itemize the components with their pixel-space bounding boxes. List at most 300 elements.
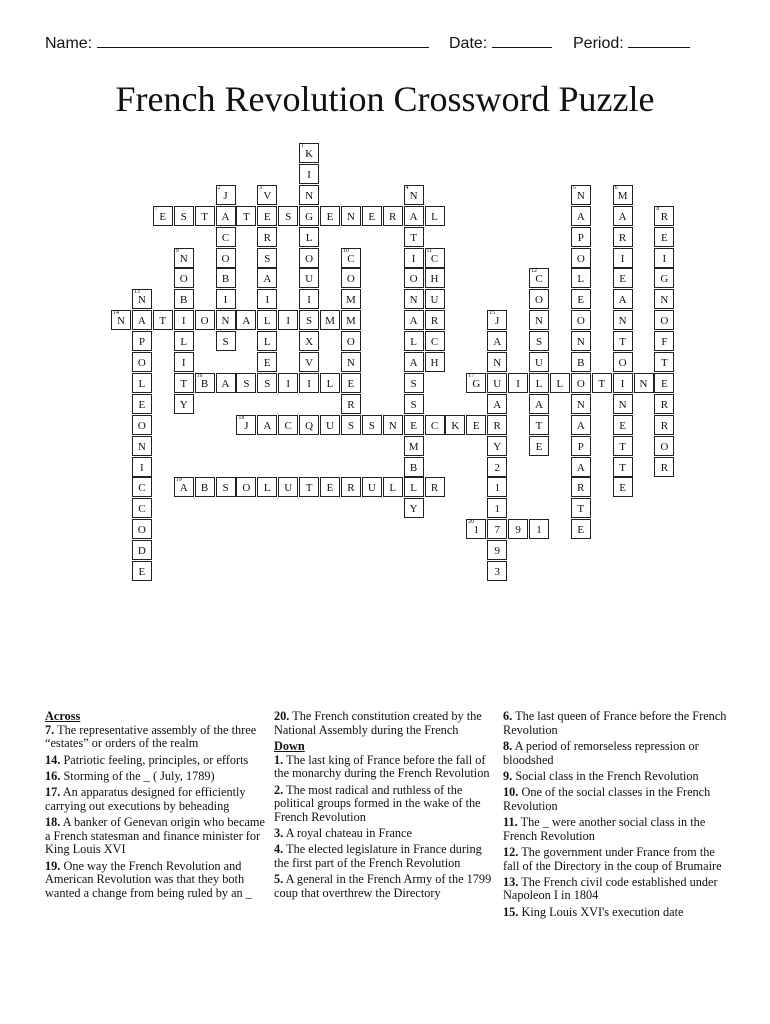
crossword-cell[interactable] — [132, 331, 152, 351]
crossword-cell[interactable] — [508, 519, 528, 539]
cell-letter: N — [660, 294, 669, 307]
cell-letter: C — [138, 503, 146, 516]
clue-number: 14. — [45, 752, 61, 767]
crossword-cell[interactable] — [174, 268, 194, 288]
crossword-cell[interactable] — [257, 373, 277, 393]
crossword-cell[interactable] — [132, 394, 152, 414]
clue-item — [503, 740, 728, 767]
cell-letter: I — [286, 315, 291, 328]
cell-letter: E — [138, 566, 146, 578]
name-label: Name: — [45, 35, 93, 52]
crossword-cell[interactable] — [174, 477, 194, 497]
cell-letter: I — [620, 252, 625, 265]
crossword-cell[interactable] — [404, 373, 424, 393]
crossword-cell[interactable] — [195, 373, 215, 393]
crossword-cell[interactable] — [466, 373, 486, 393]
cell-letter: I — [265, 294, 270, 307]
crossword-cell[interactable] — [299, 164, 319, 184]
crossword-cell[interactable] — [613, 373, 633, 393]
cell-letter: U — [367, 482, 376, 495]
clue-text: A general in the French Army of the 1799 coup that overthrew the Directory — [274, 872, 492, 900]
cell-letter: J — [244, 419, 249, 432]
crossword-cell[interactable] — [383, 477, 403, 497]
cell-letter: 7 — [494, 524, 500, 537]
crossword-cell[interactable] — [341, 248, 361, 268]
clue-item — [45, 816, 267, 857]
crossword-cell[interactable] — [341, 394, 361, 414]
clue-item — [45, 860, 267, 901]
clues-column-1 — [45, 710, 267, 903]
crossword-cell[interactable] — [404, 352, 424, 372]
crossword-cell[interactable] — [216, 248, 236, 268]
crossword-cell[interactable] — [508, 373, 528, 393]
crossword-cell[interactable] — [613, 415, 633, 435]
crossword-cell[interactable] — [132, 561, 152, 581]
crossword-cell[interactable] — [132, 415, 152, 435]
clue-item — [274, 754, 492, 781]
cell-clue-number: 20 — [468, 519, 475, 526]
crossword-cell[interactable] — [654, 373, 674, 393]
cell-letter: I — [181, 315, 186, 328]
crossword-cell[interactable] — [571, 457, 591, 477]
crossword-cell[interactable] — [257, 310, 277, 330]
cell-letter: D — [137, 545, 146, 558]
crossword-cell[interactable] — [257, 477, 277, 497]
cell-letter: L — [535, 377, 543, 390]
crossword-cell[interactable] — [487, 519, 507, 539]
crossword-cell[interactable] — [216, 185, 236, 205]
crossword-cell[interactable] — [654, 457, 674, 477]
crossword-cell[interactable] — [174, 206, 194, 226]
crossword-cell[interactable] — [487, 352, 507, 372]
crossword-cell[interactable] — [299, 331, 319, 351]
crossword-cell[interactable] — [404, 227, 424, 247]
crossword-cell[interactable] — [487, 394, 507, 414]
cell-letter: R — [347, 398, 355, 411]
cell-letter: S — [264, 252, 271, 265]
crossword-cell[interactable] — [216, 477, 236, 497]
cell-letter: C — [430, 336, 439, 349]
crossword-cell[interactable] — [571, 248, 591, 268]
cell-letter: A — [618, 210, 627, 223]
crossword-cell[interactable] — [613, 331, 633, 351]
crossword-cell[interactable] — [613, 436, 633, 456]
cell-letter: S — [347, 419, 354, 432]
down-heading: Down — [274, 738, 305, 753]
crossword-cell[interactable] — [299, 227, 319, 247]
crossword-cell[interactable] — [404, 268, 424, 288]
crossword-cell[interactable] — [425, 310, 445, 330]
cell-letter: G — [472, 377, 481, 390]
crossword-cell[interactable] — [341, 310, 361, 330]
crossword-cell[interactable] — [404, 331, 424, 351]
cell-letter: O — [137, 419, 146, 432]
crossword-cell[interactable] — [174, 352, 194, 372]
cell-letter: U — [326, 419, 334, 432]
crossword-cell[interactable] — [425, 248, 445, 268]
crossword-cell[interactable] — [404, 185, 424, 205]
crossword-cell[interactable] — [571, 436, 591, 456]
cell-letter: I — [620, 377, 625, 390]
crossword-cell[interactable] — [571, 394, 591, 414]
crossword-cell[interactable] — [320, 415, 340, 435]
cell-letter: T — [243, 210, 250, 223]
crossword-cell[interactable] — [216, 268, 236, 288]
cell-letter: N — [535, 315, 543, 328]
crossword-cell[interactable] — [529, 268, 549, 288]
crossword-cell[interactable] — [341, 477, 361, 497]
crossword-cell[interactable] — [320, 373, 340, 393]
crossword-cell[interactable] — [613, 268, 633, 288]
crossword-cell[interactable] — [195, 206, 215, 226]
crossword-cell[interactable] — [654, 415, 674, 435]
crossword-cell[interactable] — [571, 477, 591, 497]
cell-clue-number: 8 — [656, 205, 660, 212]
cell-letter: O — [305, 252, 314, 265]
cell-letter: L — [263, 482, 271, 495]
crossword-cell[interactable] — [425, 352, 445, 372]
clue-number: 13. — [503, 874, 519, 889]
cell-letter: B — [577, 357, 585, 369]
cell-letter: A — [576, 210, 585, 223]
crossword-cell[interactable] — [132, 436, 152, 456]
cell-letter: A — [409, 315, 418, 328]
crossword-cell[interactable] — [487, 331, 507, 351]
crossword-cell[interactable] — [132, 310, 152, 330]
crossword-cell[interactable] — [404, 289, 424, 309]
clue-number: 1. — [274, 752, 284, 767]
crossword-cell[interactable] — [174, 289, 194, 309]
cell-letter: R — [389, 210, 397, 223]
crossword-cell[interactable] — [383, 415, 403, 435]
crossword-cell[interactable] — [404, 394, 424, 414]
crossword-cell[interactable] — [257, 289, 277, 309]
clue-item — [45, 786, 267, 813]
crossword-cell[interactable] — [278, 373, 298, 393]
clue-text: One of the social classes in the French Revolution — [503, 785, 711, 813]
crossword-cell[interactable] — [654, 289, 674, 309]
crossword-cell[interactable] — [236, 310, 256, 330]
crossword-cell[interactable] — [613, 289, 633, 309]
clue-text: Patriotic feeling, principles, or efforts — [63, 752, 249, 767]
crossword-cell[interactable] — [404, 457, 424, 477]
crossword-cell[interactable] — [299, 477, 319, 497]
crossword-cell[interactable] — [132, 498, 152, 518]
crossword-cell[interactable] — [529, 289, 549, 309]
crossword-cell[interactable] — [132, 540, 152, 560]
cell-letter: L — [431, 210, 438, 223]
crossword-cell[interactable] — [236, 477, 256, 497]
crossword-cell[interactable] — [529, 415, 549, 435]
crossword-cell[interactable] — [174, 310, 194, 330]
crossword-cell[interactable] — [111, 310, 131, 330]
cell-letter: O — [660, 315, 669, 328]
crossword-cell[interactable] — [571, 310, 591, 330]
crossword-cell[interactable] — [613, 310, 633, 330]
crossword-cell[interactable] — [278, 310, 298, 330]
cell-letter: C — [284, 419, 292, 432]
cell-letter: A — [263, 419, 272, 432]
crossword-cell[interactable] — [341, 268, 361, 288]
cell-letter: N — [179, 252, 188, 265]
crossword-cell[interactable] — [613, 477, 633, 497]
cell-letter: N — [576, 398, 585, 411]
cell-letter: N — [618, 315, 627, 328]
crossword-cell[interactable] — [236, 206, 256, 226]
crossword-cell[interactable] — [216, 373, 236, 393]
crossword-cell[interactable] — [299, 248, 319, 268]
crossword-cell[interactable] — [383, 206, 403, 226]
crossword-cell[interactable] — [654, 436, 674, 456]
cell-letter: S — [222, 482, 229, 495]
crossword-cell[interactable] — [487, 561, 507, 581]
cell-clue-number: 14 — [113, 310, 119, 317]
clue-number: 20. — [274, 709, 290, 723]
cell-letter: N — [305, 189, 314, 202]
crossword-cell[interactable] — [613, 457, 633, 477]
crossword-cell[interactable] — [425, 415, 445, 435]
crossword-cell[interactable] — [613, 352, 633, 372]
crossword-cell[interactable] — [216, 331, 236, 351]
crossword-cell[interactable] — [236, 415, 256, 435]
crossword-cell[interactable] — [529, 373, 549, 393]
crossword-cell[interactable] — [571, 289, 591, 309]
crossword-cell[interactable] — [571, 331, 591, 351]
crossword-cell[interactable] — [257, 331, 277, 351]
crossword-cell[interactable] — [257, 185, 277, 205]
cell-letter: C — [221, 231, 230, 244]
crossword-cell[interactable] — [529, 519, 549, 539]
crossword-cell[interactable] — [445, 415, 465, 435]
crossword-cell[interactable] — [634, 373, 654, 393]
cell-letter: K — [451, 419, 460, 432]
clues-column-2 — [274, 710, 492, 903]
crossword-cell[interactable] — [425, 289, 445, 309]
crossword-cell[interactable] — [425, 331, 445, 351]
crossword-cell[interactable] — [299, 206, 319, 226]
crossword-cell[interactable] — [654, 227, 674, 247]
cell-letter: S — [264, 377, 271, 390]
crossword-cell[interactable] — [278, 206, 298, 226]
crossword-cell[interactable] — [174, 331, 194, 351]
crossword-cell[interactable] — [153, 206, 173, 226]
crossword-cell[interactable] — [404, 436, 424, 456]
crossword-cell[interactable] — [487, 436, 507, 456]
crossword-cell[interactable] — [320, 477, 340, 497]
crossword-cell[interactable] — [320, 206, 340, 226]
crossword-cell[interactable] — [571, 185, 591, 205]
crossword-cell[interactable] — [195, 477, 215, 497]
cell-letter: T — [619, 440, 626, 453]
cell-letter: L — [577, 273, 585, 286]
crossword-cell[interactable] — [571, 352, 591, 372]
cell-letter: I — [411, 252, 416, 265]
crossword-cell[interactable] — [487, 498, 507, 518]
cell-letter: O — [535, 294, 543, 307]
crossword-cell[interactable] — [404, 206, 424, 226]
crossword-cell[interactable] — [362, 206, 382, 226]
cell-letter: L — [410, 336, 417, 349]
crossword-cell[interactable] — [529, 310, 549, 330]
crossword-cell[interactable] — [341, 331, 361, 351]
crossword-cell[interactable] — [571, 206, 591, 226]
cell-letter: A — [179, 482, 188, 495]
crossword-cell[interactable] — [404, 477, 424, 497]
crossword-cell[interactable] — [216, 227, 236, 247]
crossword-cell[interactable] — [425, 477, 445, 497]
crossword-cell[interactable] — [613, 248, 633, 268]
crossword-cell[interactable] — [571, 227, 591, 247]
crossword-cell[interactable] — [216, 289, 236, 309]
cell-letter: E — [619, 482, 626, 495]
crossword-cell[interactable] — [529, 394, 549, 414]
crossword-cell[interactable] — [487, 457, 507, 477]
crossword-cell[interactable] — [216, 310, 236, 330]
crossword-cell[interactable] — [257, 268, 277, 288]
cell-letter: S — [180, 210, 187, 223]
crossword-cell[interactable] — [362, 415, 382, 435]
cell-letter: U — [305, 273, 314, 286]
crossword-cell[interactable] — [571, 268, 591, 288]
cell-letter: B — [409, 461, 418, 474]
crossword-cell[interactable] — [257, 206, 277, 226]
clue-number: 2. — [274, 782, 284, 797]
cell-letter: C — [430, 419, 439, 432]
cell-letter: M — [346, 315, 356, 328]
cell-letter: E — [535, 440, 543, 453]
crossword-cell[interactable] — [466, 519, 486, 539]
crossword-cell[interactable] — [257, 415, 277, 435]
crossword-cell[interactable] — [174, 248, 194, 268]
crossword-cell[interactable] — [132, 477, 152, 497]
crossword-cell[interactable] — [299, 373, 319, 393]
cell-clue-number: 7 — [154, 205, 158, 212]
clue-text: A royal chateau in France — [285, 826, 412, 841]
crossword-cell[interactable] — [654, 352, 674, 372]
crossword-cell[interactable] — [216, 206, 236, 226]
cell-letter: O — [137, 357, 146, 369]
crossword-cell[interactable] — [404, 498, 424, 518]
cell-letter: S — [410, 377, 417, 390]
crossword-cell[interactable] — [132, 519, 152, 539]
crossword-cell[interactable] — [592, 373, 612, 393]
crossword-cell[interactable] — [654, 268, 674, 288]
crossword-cell[interactable] — [257, 248, 277, 268]
crossword-cell[interactable] — [174, 373, 194, 393]
crossword-cell[interactable] — [654, 331, 674, 351]
crossword-cell[interactable] — [257, 227, 277, 247]
crossword-cell[interactable] — [613, 185, 633, 205]
crossword-cell[interactable] — [487, 310, 507, 330]
clue-item — [503, 906, 728, 920]
cell-letter: I — [307, 294, 311, 307]
crossword-cell[interactable] — [571, 415, 591, 435]
crossword-cell[interactable] — [613, 227, 633, 247]
crossword-cell[interactable] — [195, 310, 215, 330]
crossword-cell[interactable] — [299, 415, 319, 435]
crossword-cell[interactable] — [487, 540, 507, 560]
crossword-cell[interactable] — [278, 415, 298, 435]
crossword-cell[interactable] — [571, 373, 591, 393]
crossword-cell[interactable] — [174, 394, 194, 414]
crossword-cell[interactable] — [236, 373, 256, 393]
crossword-cell[interactable] — [654, 394, 674, 414]
crossword-cell[interactable] — [529, 352, 549, 372]
crossword-cell[interactable] — [425, 206, 445, 226]
crossword-cell[interactable] — [341, 373, 361, 393]
crossword-cell[interactable] — [299, 289, 319, 309]
crossword-cell[interactable] — [571, 498, 591, 518]
crossword-cell[interactable] — [153, 310, 173, 330]
crossword-cell[interactable] — [404, 248, 424, 268]
cell-letter: O — [346, 273, 355, 286]
crossword-cell[interactable] — [404, 310, 424, 330]
crossword-cell[interactable] — [466, 415, 486, 435]
cell-letter: Y — [493, 440, 502, 453]
crossword-cell[interactable] — [341, 415, 361, 435]
cell-letter: L — [326, 377, 334, 390]
crossword-cell[interactable] — [132, 457, 152, 477]
cell-letter: O — [576, 252, 585, 265]
cell-letter: I — [307, 168, 311, 181]
crossword-cell[interactable] — [529, 436, 549, 456]
crossword-cell[interactable] — [132, 352, 152, 372]
clue-number: 7. — [45, 722, 55, 737]
cell-letter: L — [305, 231, 313, 244]
cell-letter: F — [661, 336, 668, 349]
crossword-cell[interactable] — [425, 268, 445, 288]
crossword-cell[interactable] — [132, 373, 152, 393]
crossword-cell[interactable] — [404, 415, 424, 435]
cell-letter: E — [159, 210, 167, 223]
clue-text: The government under France from the fall of the Directory in the coup of Brumaire — [503, 844, 722, 873]
crossword-cell[interactable] — [654, 248, 674, 268]
crossword-cell[interactable] — [341, 352, 361, 372]
crossword-cell[interactable] — [320, 310, 340, 330]
crossword-cell[interactable] — [571, 519, 591, 539]
crossword-cell[interactable] — [654, 206, 674, 226]
crossword-cell[interactable] — [613, 206, 633, 226]
cell-letter: E — [410, 419, 417, 432]
crossword-cell[interactable] — [529, 331, 549, 351]
cell-letter: R — [493, 419, 501, 432]
cell-letter: A — [576, 461, 585, 474]
crossword-cell[interactable] — [487, 477, 507, 497]
crossword-cell[interactable] — [257, 352, 277, 372]
crossword-cell[interactable] — [487, 373, 507, 393]
clue-number: 3. — [274, 826, 284, 841]
crossword-cell[interactable] — [299, 268, 319, 288]
crossword-cell[interactable] — [362, 477, 382, 497]
crossword-cell[interactable] — [487, 415, 507, 435]
cell-letter: T — [661, 357, 668, 369]
crossword-cell[interactable] — [613, 394, 633, 414]
crossword-cell[interactable] — [299, 310, 319, 330]
clue-text: The last king of France before the fall of the monarchy during the French Revolution — [274, 752, 490, 781]
crossword-cell[interactable] — [299, 143, 319, 163]
crossword-cell[interactable] — [550, 373, 570, 393]
crossword-cell[interactable] — [278, 477, 298, 497]
crossword-cell[interactable] — [299, 185, 319, 205]
crossword-cell[interactable] — [341, 206, 361, 226]
cell-letter: L — [180, 336, 188, 349]
cell-clue-number: 17 — [468, 372, 475, 379]
crossword-cell[interactable] — [299, 352, 319, 372]
cell-letter: A — [618, 294, 627, 307]
crossword-cell[interactable] — [132, 289, 152, 309]
crossword-cell[interactable] — [341, 289, 361, 309]
crossword-cell[interactable] — [654, 310, 674, 330]
